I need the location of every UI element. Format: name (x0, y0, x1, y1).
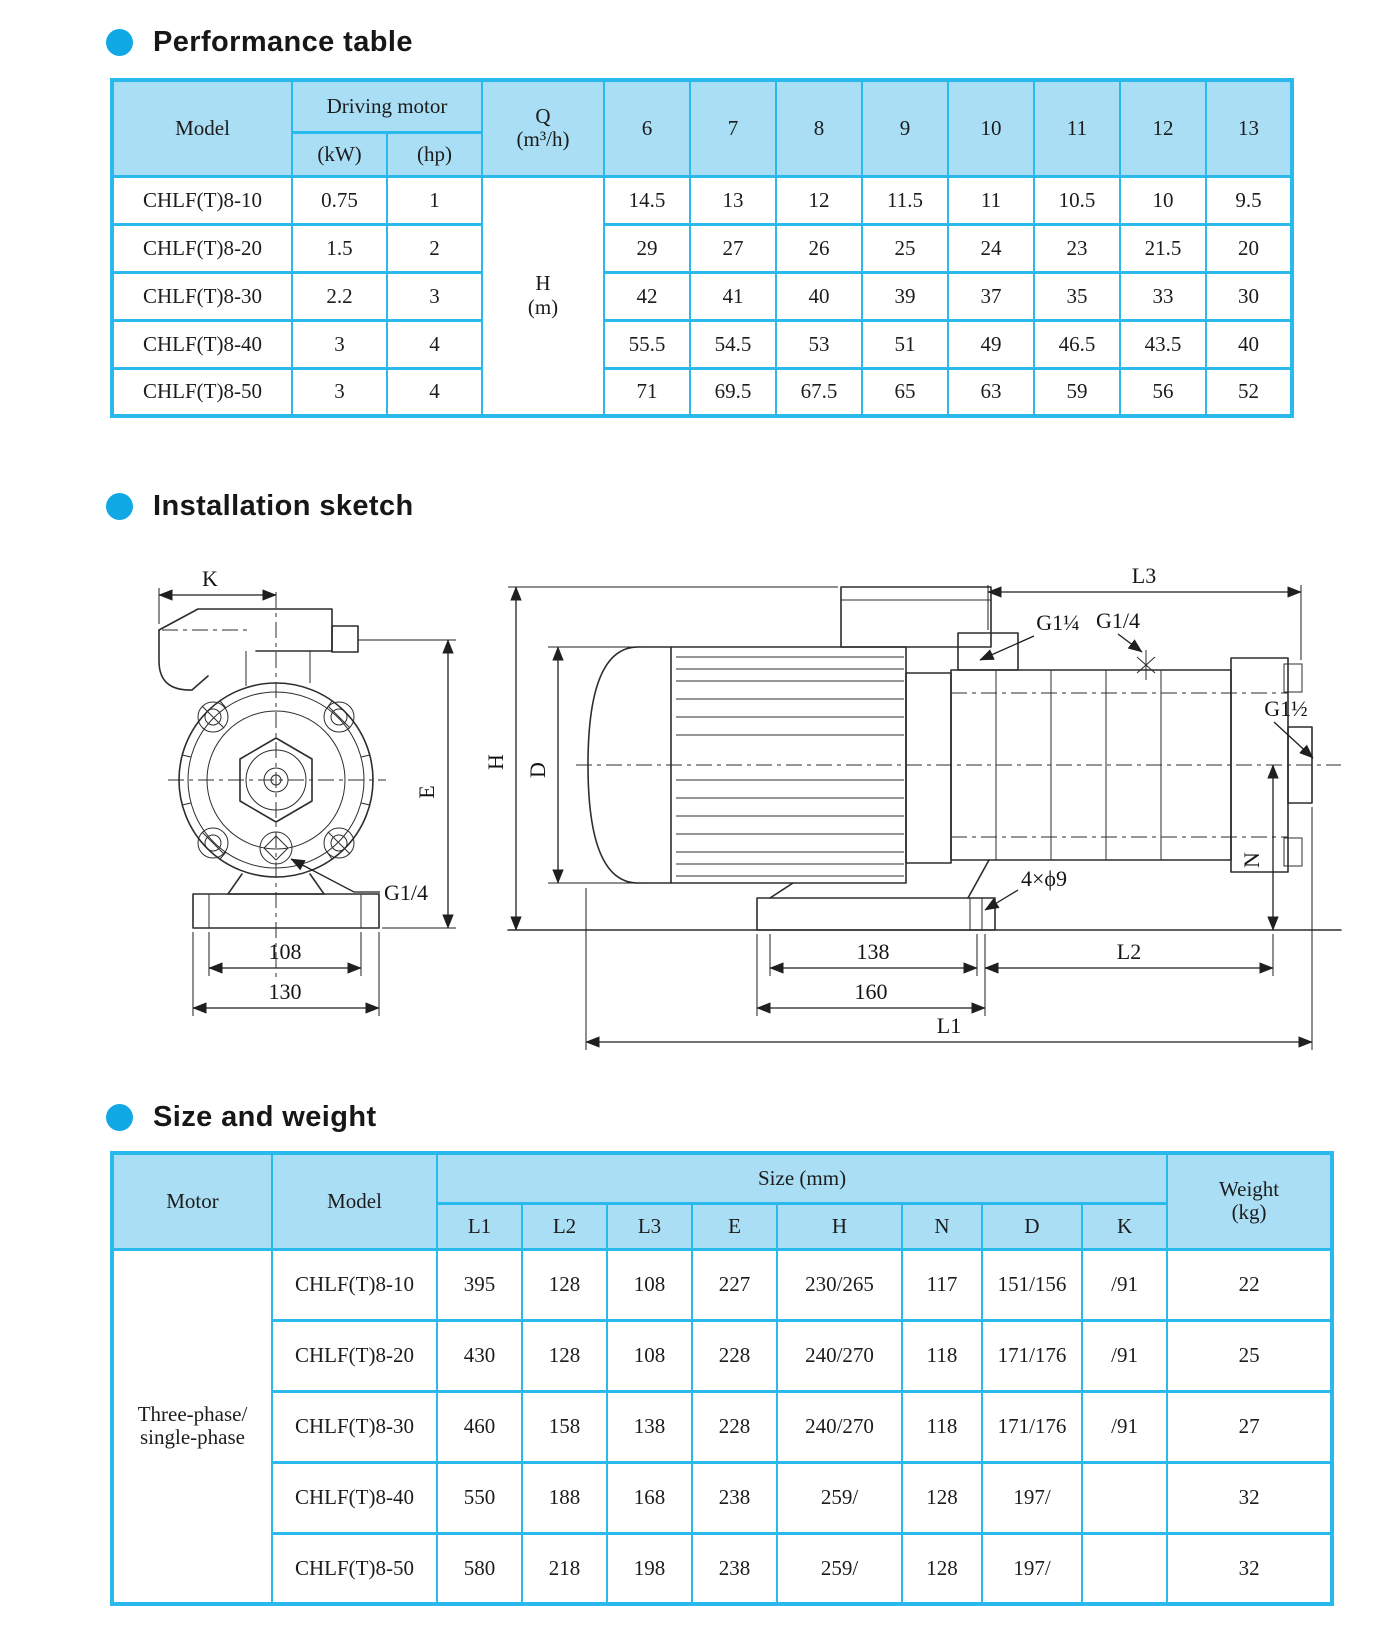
head-value: 41 (690, 272, 776, 320)
head-value: 12 (776, 176, 862, 224)
hp-cell: 4 (387, 368, 482, 416)
port-label-g14-front: G1/4 (384, 880, 428, 905)
table-row (112, 1462, 1332, 1533)
weight-label: Weight (1218, 1176, 1280, 1201)
head-value: 24 (948, 224, 1034, 272)
model-cell: CHLF(T)8-20 (112, 224, 292, 272)
col-header-size: Size (mm) (437, 1153, 1167, 1203)
head-value: 23 (1034, 224, 1120, 272)
port-label-g1-half: G1½ (1264, 696, 1308, 721)
dim-label-h: H (483, 754, 508, 770)
dimension-108 (209, 932, 361, 976)
table-row (112, 1391, 1332, 1462)
head-value: 71 (604, 368, 690, 416)
bullet-dot-icon (106, 1104, 133, 1131)
head-value: 37 (948, 272, 1034, 320)
table-row (112, 1533, 1332, 1604)
head-value: 69.5 (690, 368, 776, 416)
installation-section-heading (106, 488, 1400, 524)
installation-sketch-drawing (96, 530, 1346, 1060)
size-value: 228 (692, 1320, 777, 1391)
table-row (112, 272, 1292, 320)
dim-label-d: D (525, 762, 550, 778)
dim-label-l1: L1 (936, 1013, 962, 1038)
dimension-l2 (985, 934, 1273, 1016)
size-value: 240/270 (777, 1391, 902, 1462)
top-plug (1137, 650, 1155, 680)
callout-g1-quarter (980, 610, 1080, 660)
head-value: 56 (1120, 368, 1206, 416)
size-value: 230/265 (777, 1249, 902, 1320)
weight-unit: (kg) (1231, 1200, 1267, 1225)
model-cell: CHLF(T)8-40 (112, 320, 292, 368)
size-weight-section-heading (106, 1099, 1400, 1135)
size-value: 580 (437, 1533, 522, 1604)
size-value: 395 (437, 1249, 522, 1320)
col-header-hp: (hp) (387, 132, 482, 176)
dimension-l3 (988, 563, 1301, 660)
pump-side-view (508, 587, 1341, 930)
col-header-l2: L2 (522, 1203, 607, 1249)
col-header-h: H (777, 1203, 902, 1249)
weight-value: 25 (1167, 1320, 1332, 1391)
head-value: 42 (604, 272, 690, 320)
dimension-h (483, 587, 838, 930)
size-value: 151/156 (982, 1249, 1082, 1320)
flow-unit: (m³/h) (516, 127, 570, 152)
size-value (1082, 1533, 1167, 1604)
col-header-n: N (902, 1203, 982, 1249)
size-value: 108 (607, 1320, 692, 1391)
head-value: 63 (948, 368, 1034, 416)
motor-type-cell (112, 1249, 272, 1604)
callout-g14-front (291, 859, 428, 905)
size-value: 259/ (777, 1462, 902, 1533)
size-value: 218 (522, 1533, 607, 1604)
head-symbol: H (535, 271, 551, 296)
pump-front-view (159, 592, 386, 982)
head-value: 30 (1206, 272, 1292, 320)
head-value: 53 (776, 320, 862, 368)
head-value: 25 (862, 224, 948, 272)
size-value: 197/ (982, 1462, 1082, 1533)
head-value: 54.5 (690, 320, 776, 368)
hp-cell: 2 (387, 224, 482, 272)
model-cell: CHLF(T)8-50 (272, 1533, 437, 1604)
head-value: 65 (862, 368, 948, 416)
kw-cell: 2.2 (292, 272, 387, 320)
head-value: 9.5 (1206, 176, 1292, 224)
dim-label-138: 138 (856, 939, 890, 964)
model-cell: CHLF(T)8-50 (112, 368, 292, 416)
head-value: 10 (1120, 176, 1206, 224)
size-value: 128 (902, 1462, 982, 1533)
size-value: 240/270 (777, 1320, 902, 1391)
size-weight-table (110, 1151, 1334, 1606)
head-value: 55.5 (604, 320, 690, 368)
col-header-l1: L1 (437, 1203, 522, 1249)
model-cell: CHLF(T)8-20 (272, 1320, 437, 1391)
size-value: 197/ (982, 1533, 1082, 1604)
size-value: 171/176 (982, 1320, 1082, 1391)
size-value: 128 (522, 1249, 607, 1320)
performance-table (110, 78, 1294, 418)
head-value: 40 (1206, 320, 1292, 368)
motor-type-line2: single-phase (140, 1425, 245, 1450)
installation-title: Installation sketch (153, 489, 414, 522)
size-value: 128 (902, 1533, 982, 1604)
head-value: 11.5 (862, 176, 948, 224)
col-header-q13: 13 (1206, 80, 1292, 176)
col-header-flow (482, 80, 604, 176)
head-value: 49 (948, 320, 1034, 368)
head-value: 27 (690, 224, 776, 272)
dim-label-l2: L2 (1116, 939, 1142, 964)
size-value: 238 (692, 1462, 777, 1533)
model-cell: CHLF(T)8-10 (272, 1249, 437, 1320)
bullet-dot-icon (106, 29, 133, 56)
size-value: 238 (692, 1533, 777, 1604)
weight-value: 22 (1167, 1249, 1332, 1320)
table-row (112, 176, 1292, 224)
head-value: 26 (776, 224, 862, 272)
head-value: 59 (1034, 368, 1120, 416)
hp-cell: 1 (387, 176, 482, 224)
port-label-g14-side: G1/4 (1096, 608, 1140, 633)
head-value: 52 (1206, 368, 1292, 416)
hp-cell: 4 (387, 320, 482, 368)
dim-label-108: 108 (268, 939, 302, 964)
head-value: 51 (862, 320, 948, 368)
head-value: 29 (604, 224, 690, 272)
motor-type-line1: Three-phase/ (137, 1401, 248, 1426)
head-value: 40 (776, 272, 862, 320)
terminal-box (841, 587, 991, 647)
size-value: 117 (902, 1249, 982, 1320)
head-value: 43.5 (1120, 320, 1206, 368)
head-unit: (m) (527, 294, 559, 319)
table-row (112, 368, 1292, 416)
size-value: 430 (437, 1320, 522, 1391)
head-value: 20 (1206, 224, 1292, 272)
performance-section-heading (106, 24, 1400, 60)
col-header-driving-motor: Driving motor (292, 80, 482, 132)
col-header-q6: 6 (604, 80, 690, 176)
head-value: 14.5 (604, 176, 690, 224)
dim-label-e: E (414, 785, 439, 799)
size-value: /91 (1082, 1249, 1167, 1320)
size-value: /91 (1082, 1391, 1167, 1462)
col-header-e: E (692, 1203, 777, 1249)
port-label-g1-quarter: G1¼ (1036, 610, 1080, 635)
col-header-l3: L3 (607, 1203, 692, 1249)
weight-value: 32 (1167, 1533, 1332, 1604)
kw-cell: 3 (292, 368, 387, 416)
size-value: 171/176 (982, 1391, 1082, 1462)
dimension-n (1239, 765, 1273, 930)
dim-label-k: K (202, 566, 218, 591)
weight-value: 27 (1167, 1391, 1332, 1462)
table-row (112, 224, 1292, 272)
size-value: 118 (902, 1391, 982, 1462)
table-row (112, 1320, 1332, 1391)
table-row (112, 1249, 1332, 1320)
size-value: 128 (522, 1320, 607, 1391)
dim-label-l3: L3 (1131, 563, 1157, 588)
performance-title: Performance table (153, 25, 413, 58)
weight-value: 32 (1167, 1462, 1332, 1533)
size-value: 138 (607, 1391, 692, 1462)
size-value: 108 (607, 1249, 692, 1320)
model-cell: CHLF(T)8-30 (272, 1391, 437, 1462)
size-value: 550 (437, 1462, 522, 1533)
inlet-port (958, 633, 1018, 670)
kw-cell: 1.5 (292, 224, 387, 272)
col-header-q10: 10 (948, 80, 1034, 176)
col-header-q11: 11 (1034, 80, 1120, 176)
size-weight-title: Size and weight (153, 1100, 377, 1133)
head-value: 33 (1120, 272, 1206, 320)
table-row (112, 320, 1292, 368)
head-value: 35 (1034, 272, 1120, 320)
head-value: 39 (862, 272, 948, 320)
dimension-138 (770, 934, 977, 976)
dimension-l1 (586, 807, 1312, 1050)
bullet-dot-icon (106, 493, 133, 520)
kw-cell: 3 (292, 320, 387, 368)
size-value: 168 (607, 1462, 692, 1533)
head-value: 11 (948, 176, 1034, 224)
size-value: 460 (437, 1391, 522, 1462)
size-value: 188 (522, 1462, 607, 1533)
col-header-q7: 7 (690, 80, 776, 176)
col-header-motor: Motor (112, 1153, 272, 1249)
col-header-d: D (982, 1203, 1082, 1249)
col-header-kw: (kW) (292, 132, 387, 176)
head-value: 21.5 (1120, 224, 1206, 272)
head-value: 67.5 (776, 368, 862, 416)
model-cell: CHLF(T)8-40 (272, 1462, 437, 1533)
model-cell: CHLF(T)8-10 (112, 176, 292, 224)
dim-label-130: 130 (268, 979, 302, 1004)
col-header-q8: 8 (776, 80, 862, 176)
col-header-k: K (1082, 1203, 1167, 1249)
head-value: 13 (690, 176, 776, 224)
motor-fins (676, 657, 904, 876)
col-header-weight (1167, 1153, 1332, 1249)
col-header-model: Model (272, 1153, 437, 1249)
head-value: 10.5 (1034, 176, 1120, 224)
size-value: 158 (522, 1391, 607, 1462)
size-value (1082, 1462, 1167, 1533)
dim-label-n: N (1239, 852, 1264, 868)
holes-label: 4×ϕ9 (1021, 866, 1067, 891)
size-value: 228 (692, 1391, 777, 1462)
size-value: 198 (607, 1533, 692, 1604)
hp-cell: 3 (387, 272, 482, 320)
model-cell: CHLF(T)8-30 (112, 272, 292, 320)
kw-cell: 0.75 (292, 176, 387, 224)
head-unit-cell (482, 176, 604, 416)
dimension-k (159, 566, 276, 624)
col-header-model: Model (112, 80, 292, 176)
size-value: 259/ (777, 1533, 902, 1604)
callout-mounting-holes (985, 866, 1067, 910)
flow-symbol: Q (535, 103, 551, 128)
dim-label-160: 160 (854, 979, 888, 1004)
size-value: 227 (692, 1249, 777, 1320)
head-value: 46.5 (1034, 320, 1120, 368)
callout-g14-side (1096, 608, 1142, 652)
size-value: 118 (902, 1320, 982, 1391)
col-header-q12: 12 (1120, 80, 1206, 176)
size-value: /91 (1082, 1320, 1167, 1391)
col-header-q9: 9 (862, 80, 948, 176)
